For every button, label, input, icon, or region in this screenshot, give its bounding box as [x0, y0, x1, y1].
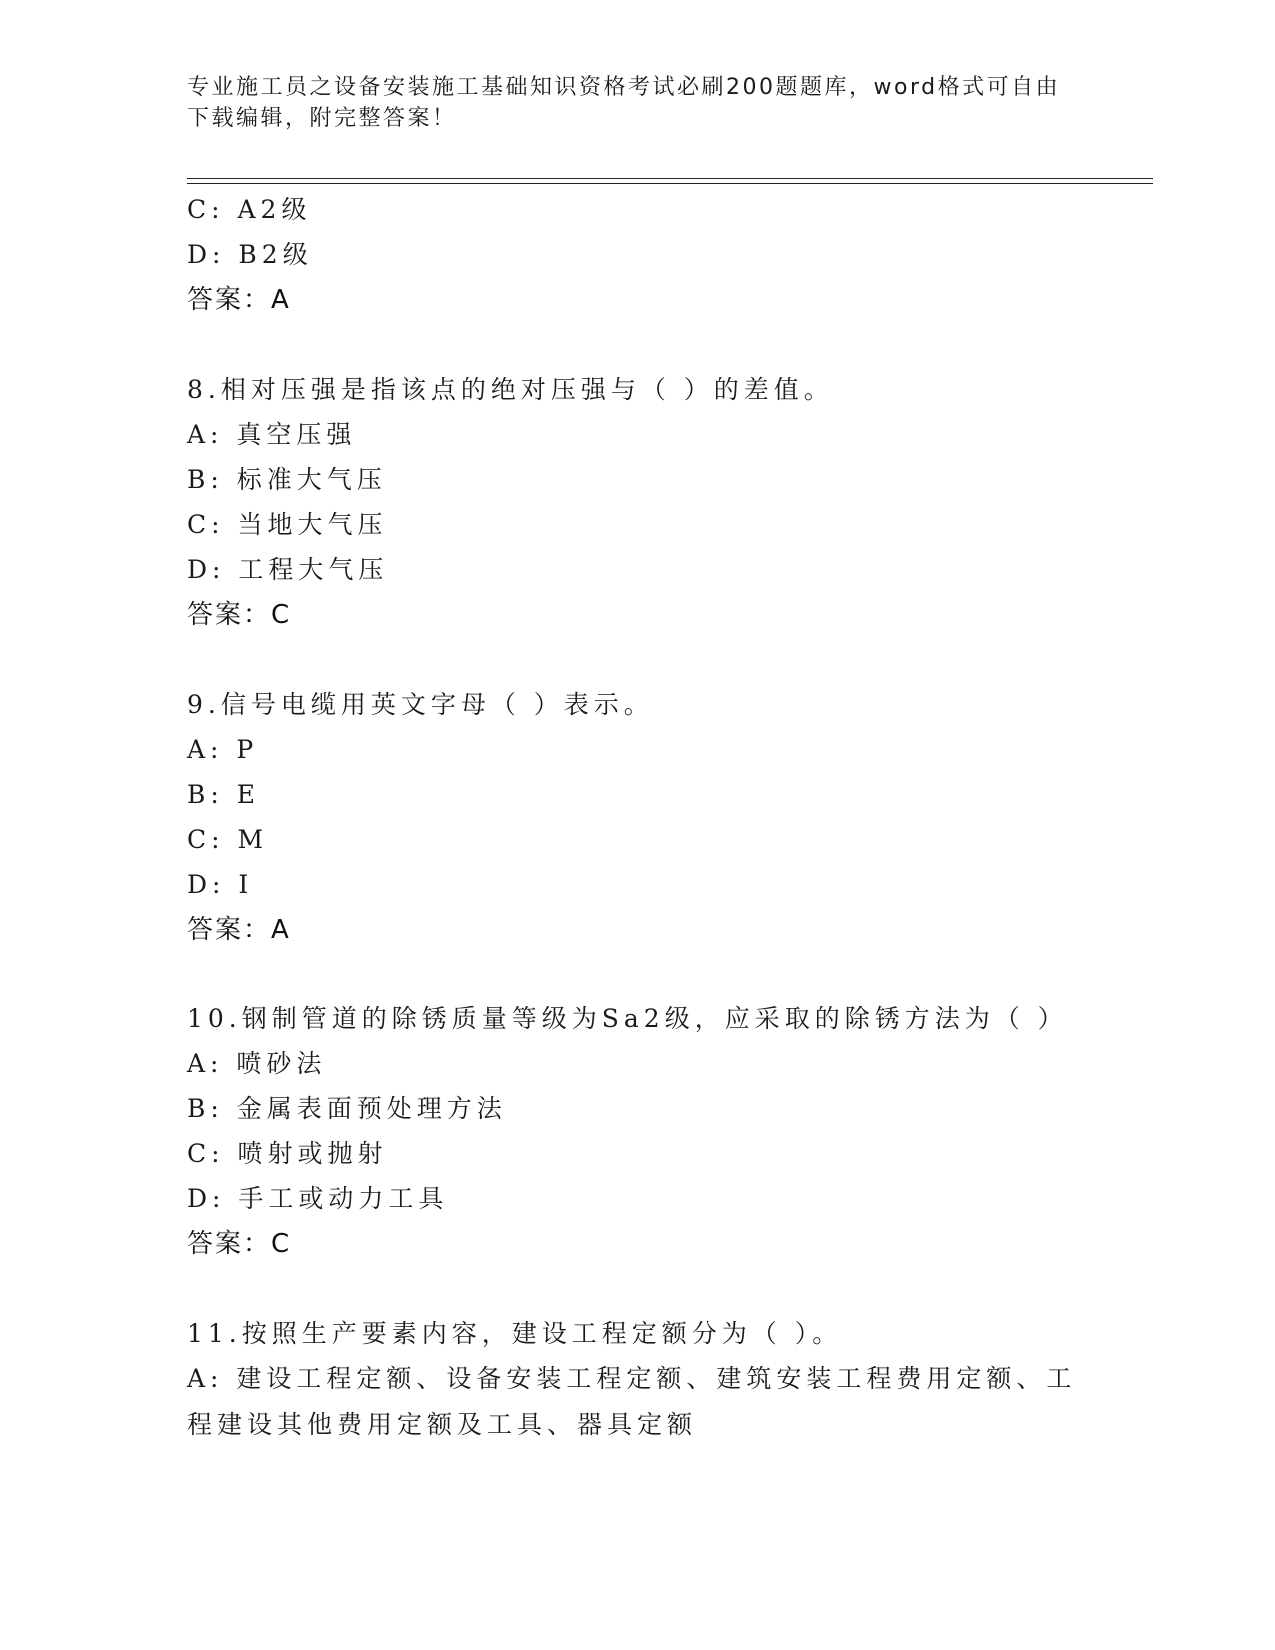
q8-option-b: B: 标准大气压: [187, 465, 387, 494]
q7-answer: 答案：A: [187, 285, 291, 315]
q7-option-c: C: A2级: [187, 195, 312, 224]
q8-option-c: C: 当地大气压: [187, 510, 388, 539]
q10-answer: 答案：C: [187, 1229, 292, 1259]
q8-option-a: A: 真空压强: [187, 420, 357, 449]
q10-option-d: D: 手工或动力工具: [187, 1184, 449, 1213]
header-divider-top: [187, 178, 1153, 179]
q9-answer: 答案：A: [187, 915, 291, 945]
q7-option-d: D: B2级: [187, 240, 313, 269]
q8-answer: 答案：C: [187, 600, 292, 630]
q11-question: 11.按照生产要素内容，建设工程定额分为（ ）。: [187, 1319, 843, 1348]
q10-option-b: B: 金属表面预处理方法: [187, 1094, 507, 1123]
q10-option-c: C: 喷射或抛射: [187, 1139, 388, 1168]
q9-option-c: C: M: [187, 825, 269, 854]
q10-option-a: A: 喷砂法: [187, 1049, 327, 1078]
document-header: 专业施工员之设备安装施工基础知识资格考试必刷200题题库，word格式可自由下载编辑，附完整答案！: [187, 75, 1061, 131]
header-divider-bottom: [187, 183, 1153, 184]
q9-option-d: D: I: [187, 870, 254, 899]
q11-option-a: A: 建设工程定额、设备安装工程定额、建筑安装工程费用定额、工程建设其他费用定额及工具、器具定额: [187, 1364, 1077, 1439]
q8-question: 8.相对压强是指该点的绝对压强与（ ）的差值。: [187, 375, 834, 404]
q10-question: 10.钢制管道的除锈质量等级为Sa2级，应采取的除锈方法为（ ）: [187, 1004, 1068, 1033]
q9-question: 9.信号电缆用英文字母（ ）表示。: [187, 690, 654, 719]
q9-option-b: B: E: [187, 780, 260, 809]
q9-option-a: A: P: [187, 735, 259, 764]
q8-option-d: D: 工程大气压: [187, 555, 389, 584]
